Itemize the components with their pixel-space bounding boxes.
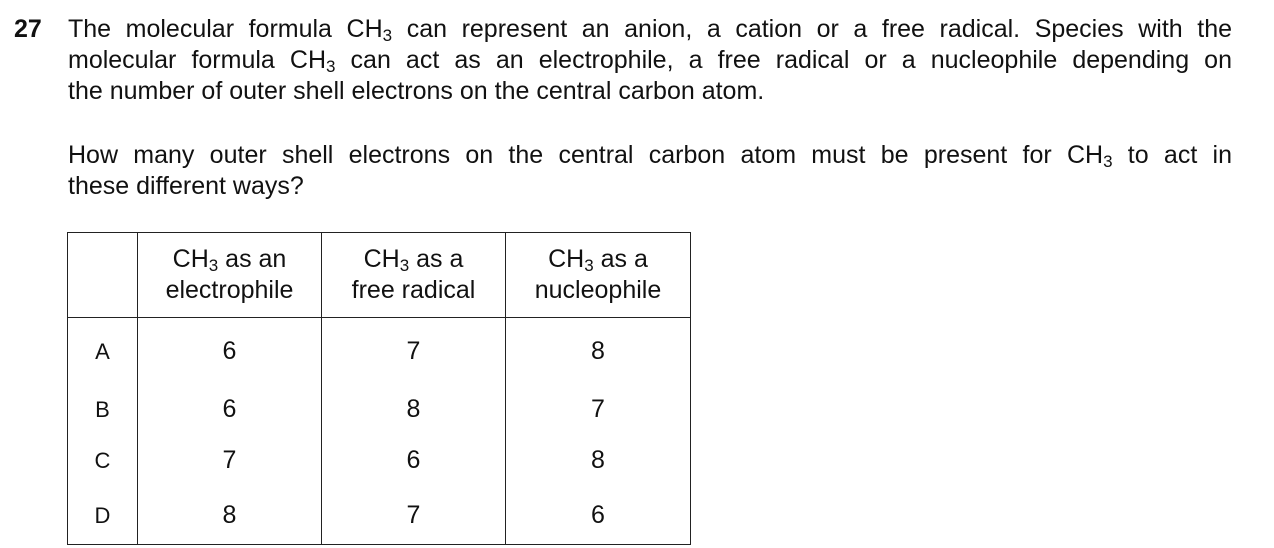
electrophile-value: 7 <box>138 435 322 486</box>
header-free-radical: $CH_3$ as a free radical <box>322 233 506 318</box>
header-nucleophile: $CH_3$ as a nucleophile <box>506 233 691 318</box>
question-prompt <box>68 140 1232 202</box>
question-stem <box>68 14 1232 107</box>
prompt-line: these different ways? <box>68 172 304 200</box>
option-row-a[interactable] <box>68 318 691 385</box>
electrophile-value: 6 <box>138 384 322 435</box>
electrophile-value: 6 <box>138 318 322 385</box>
nucleophile-value: 7 <box>506 384 691 435</box>
free-radical-value: 7 <box>322 486 506 545</box>
header-row <box>68 233 691 318</box>
header-blank-cell <box>68 233 138 318</box>
header-electrophile: $CH_3$ as an electrophile <box>138 233 322 318</box>
option-letter[interactable]: D <box>68 486 138 545</box>
options-table <box>67 232 691 545</box>
stem-line: The molecular formula $CH_3$ can represent an anion, a cation or a free radical. Species with the <box>68 15 1232 45</box>
option-letter[interactable]: A <box>68 318 138 385</box>
stem-line: the number of outer shell electrons on the central carbon atom. <box>68 77 765 105</box>
free-radical-value: 6 <box>322 435 506 486</box>
prompt-line: How many outer shell electrons on the central carbon atom must be present for $CH_3$ to act in <box>68 141 1233 171</box>
option-row-b[interactable] <box>68 384 691 435</box>
free-radical-value: 7 <box>322 318 506 385</box>
option-letter[interactable]: C <box>68 435 138 486</box>
nucleophile-value: 8 <box>506 435 691 486</box>
electrophile-value: 8 <box>138 486 322 545</box>
question-number: 27 <box>14 15 42 43</box>
free-radical-value: 8 <box>322 384 506 435</box>
nucleophile-value: 8 <box>506 318 691 385</box>
option-row-c[interactable] <box>68 435 691 486</box>
option-row-d[interactable] <box>68 486 691 545</box>
stem-line: molecular formula $CH_3$ can act as an electrophile, a free radical or a nucleophile depending on <box>68 46 1232 76</box>
nucleophile-value: 6 <box>506 486 691 545</box>
option-letter[interactable]: B <box>68 384 138 435</box>
